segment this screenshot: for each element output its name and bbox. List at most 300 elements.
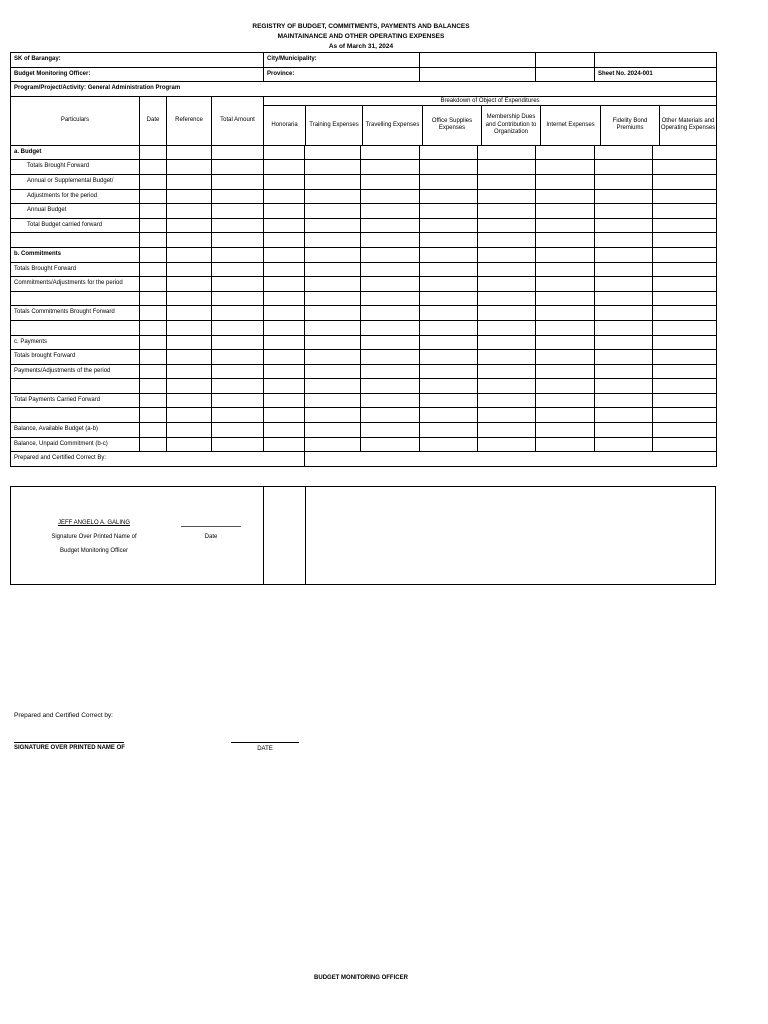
table-cell[interactable] [478,393,536,408]
table-cell[interactable] [420,174,478,189]
table-cell[interactable] [536,291,595,306]
row-label: Annual Budget [11,204,140,219]
table-cell[interactable] [653,204,717,219]
table-cell[interactable] [420,233,478,248]
table-cell[interactable] [167,379,212,394]
table-cell[interactable] [653,306,717,321]
table-cell[interactable] [420,306,478,321]
table-cell[interactable] [264,350,305,365]
table-cell[interactable] [653,364,717,379]
breakdown-header: Breakdown of Object of Expenditures [264,97,716,106]
table-cell[interactable] [478,320,536,335]
table-cell[interactable] [212,306,264,321]
table-cell[interactable] [361,379,420,394]
table-cell[interactable] [420,189,478,204]
table-cell[interactable] [361,247,420,262]
table-cell[interactable] [420,350,478,365]
table-cell[interactable] [264,262,305,277]
table-cell[interactable] [167,145,212,160]
table-cell[interactable] [536,145,595,160]
table-cell[interactable] [536,160,595,175]
table-cell[interactable] [420,247,478,262]
table-cell[interactable] [536,350,595,365]
table-cell[interactable] [653,350,717,365]
table-cell[interactable] [478,160,536,175]
table-cell[interactable] [653,160,717,175]
table-row [11,262,717,277]
table-cell[interactable] [167,350,212,365]
table-cell[interactable] [478,218,536,233]
table-cell[interactable] [264,306,305,321]
signature-box [10,486,716,585]
table-cell[interactable] [536,204,595,219]
table-cell[interactable] [653,393,717,408]
table-cell[interactable] [264,160,305,175]
table-cell[interactable] [305,145,361,160]
table-cell[interactable] [536,320,595,335]
col-header-office-supplies: Office Supplies Expenses [423,106,482,145]
table-row [11,145,717,160]
row-label: Commitments/Adjustments for the period [11,277,140,292]
table-cell[interactable] [595,393,653,408]
table-cell[interactable] [305,350,361,365]
table-cell[interactable] [420,437,478,452]
table-cell[interactable] [167,335,212,350]
report-title: REGISTRY OF BUDGET, COMMITMENTS, PAYMENTS AND BALANCES [252,23,470,30]
table-cell[interactable] [536,277,595,292]
table-cell[interactable] [305,291,361,306]
date-line-2 [231,742,299,743]
table-cell[interactable] [167,320,212,335]
table-cell[interactable] [595,277,653,292]
table-cell[interactable] [420,218,478,233]
table-cell[interactable] [361,218,420,233]
table-cell[interactable] [212,204,264,219]
table-cell[interactable] [478,277,536,292]
info-blank-3 [536,67,595,82]
table-cell[interactable] [212,320,264,335]
table-cell[interactable] [478,262,536,277]
table-cell[interactable] [595,145,653,160]
table-cell[interactable] [212,174,264,189]
table-cell[interactable] [478,174,536,189]
table-cell[interactable] [595,306,653,321]
table-cell[interactable] [305,379,361,394]
table-cell[interactable] [305,262,361,277]
row-label: b. Commitments [11,247,140,262]
row-label: Totals brought Forward [11,350,140,365]
table-row [11,437,717,452]
col-header-training: Training Expenses [306,106,363,145]
table-cell[interactable] [140,189,167,204]
table-cell[interactable] [595,233,653,248]
table-cell[interactable] [653,247,717,262]
table-cell[interactable] [653,437,717,452]
table-cell[interactable] [653,423,717,438]
table-cell[interactable] [140,204,167,219]
table-cell[interactable] [140,291,167,306]
table-cell[interactable] [140,262,167,277]
sheet-number: Sheet No. 2024-001 [595,67,717,82]
table-cell[interactable] [212,335,264,350]
row-label: Total Budget carried forward [11,218,140,233]
table-cell[interactable] [478,408,536,423]
table-cell[interactable] [167,160,212,175]
city-value[interactable] [420,53,536,68]
table-cell[interactable] [305,174,361,189]
table-cell[interactable] [305,204,361,219]
sk-barangay-label: SK of Barangay: [11,53,264,68]
table-cell[interactable] [264,291,305,306]
table-cell[interactable] [536,408,595,423]
table-cell[interactable] [305,364,361,379]
table-cell[interactable] [478,145,536,160]
table-cell[interactable] [478,423,536,438]
table-cell[interactable] [420,277,478,292]
table-cell[interactable] [478,335,536,350]
table-cell[interactable] [361,364,420,379]
table-cell[interactable] [653,291,717,306]
registry-table [10,52,717,467]
col-header-fidelity: Fidelity Bond Premiums [601,106,660,145]
table-cell[interactable] [305,160,361,175]
table-cell[interactable] [478,291,536,306]
col-header-total-amount: Total Amount [212,96,264,145]
table-cell[interactable] [536,262,595,277]
table-cell[interactable] [420,145,478,160]
row-label: Balance, Available Budget (a-b) [11,423,140,438]
signature-date-label: Date [204,534,218,540]
table-row [11,174,717,189]
report-titles [0,22,722,52]
table-cell[interactable] [478,204,536,219]
table-cell[interactable] [140,408,167,423]
col-header-membership: Membership Dues and Contribution to Organization [482,106,541,145]
table-cell[interactable] [305,277,361,292]
table-cell[interactable] [361,335,420,350]
table-row [11,364,717,379]
table-cell[interactable] [361,320,420,335]
table-row [11,393,717,408]
table-cell[interactable] [595,262,653,277]
table-cell[interactable] [212,218,264,233]
bmo-label: Budget Monitoring Officer: [11,67,264,82]
table-cell[interactable] [305,437,361,452]
footer-date-label: DATE [257,746,273,752]
table-cell[interactable] [305,189,361,204]
table-cell[interactable] [595,364,653,379]
table-cell[interactable] [305,320,361,335]
table-cell[interactable] [420,204,478,219]
table-cell[interactable] [305,408,361,423]
table-cell[interactable] [212,350,264,365]
table-cell[interactable] [140,174,167,189]
table-cell[interactable] [536,218,595,233]
table-cell[interactable] [653,233,717,248]
table-cell[interactable] [478,247,536,262]
table-cell[interactable] [361,393,420,408]
table-cell[interactable] [536,233,595,248]
table-cell[interactable] [653,145,717,160]
table-cell[interactable] [167,393,212,408]
table-cell[interactable] [595,408,653,423]
table-cell[interactable] [595,160,653,175]
table-cell[interactable] [361,262,420,277]
row-label: Totals Brought Forward [11,160,140,175]
table-cell[interactable] [140,364,167,379]
table-cell[interactable] [305,233,361,248]
table-cell[interactable] [420,291,478,306]
table-cell[interactable] [595,291,653,306]
table-cell[interactable] [478,233,536,248]
table-cell[interactable] [595,335,653,350]
table-cell[interactable] [420,320,478,335]
table-row [11,350,717,365]
table-cell[interactable] [167,277,212,292]
table-cell[interactable] [361,160,420,175]
table-cell[interactable] [264,277,305,292]
table-cell[interactable] [653,174,717,189]
table-cell[interactable] [595,189,653,204]
table-cell[interactable] [140,247,167,262]
bmo-name: JEFF ANGELO A. GALING [57,520,131,526]
col-header-internet: Internet Expenses [541,106,601,145]
table-cell[interactable] [536,379,595,394]
table-cell[interactable] [361,174,420,189]
table-cell[interactable] [305,306,361,321]
table-cell[interactable] [212,364,264,379]
table-cell[interactable] [264,335,305,350]
table-cell[interactable] [653,335,717,350]
table-cell[interactable] [264,379,305,394]
table-cell[interactable] [536,423,595,438]
table-cell[interactable] [420,423,478,438]
row-label: c. Payments [11,335,140,350]
table-cell[interactable] [420,379,478,394]
table-cell[interactable] [536,306,595,321]
table-cell[interactable] [653,320,717,335]
table-cell[interactable] [140,335,167,350]
table-cell[interactable] [212,423,264,438]
table-cell[interactable] [595,350,653,365]
table-cell[interactable] [212,160,264,175]
table-cell[interactable] [478,437,536,452]
table-cell[interactable] [140,277,167,292]
table-cell[interactable] [361,277,420,292]
table-cell[interactable] [595,379,653,394]
prepared-by-blank [305,452,717,467]
table-cell[interactable] [478,350,536,365]
table-cell[interactable] [167,306,212,321]
table-cell[interactable] [167,423,212,438]
table-cell[interactable] [264,408,305,423]
table-cell[interactable] [595,218,653,233]
signature-printed-name-label: SIGNATURE OVER PRINTED NAME OF [14,745,125,751]
table-cell[interactable] [167,247,212,262]
col-header-other-materials: Other Materials and Operating Expenses [660,117,716,132]
table-cell[interactable] [140,423,167,438]
signature-line [14,742,124,743]
table-row [11,408,717,423]
table-cell[interactable] [264,204,305,219]
table-cell[interactable] [264,145,305,160]
report-subtitle: MAINTAINANCE AND OTHER OPERATING EXPENSES [277,33,445,40]
table-cell[interactable] [140,233,167,248]
table-cell[interactable] [595,247,653,262]
table-cell[interactable] [305,218,361,233]
row-label: Annual or Supplemental Budget/ [11,174,140,189]
table-cell[interactable] [140,320,167,335]
col-header-honoraria: Honoraria [264,106,306,145]
table-cell[interactable] [420,335,478,350]
table-row [11,423,717,438]
table-cell[interactable] [140,393,167,408]
table-cell[interactable] [212,262,264,277]
table-cell[interactable] [167,204,212,219]
row-label [11,408,140,423]
table-cell[interactable] [305,423,361,438]
table-row [11,320,717,335]
table-row [11,379,717,394]
table-cell[interactable] [361,423,420,438]
table-cell[interactable] [212,408,264,423]
table-cell[interactable] [361,233,420,248]
table-cell[interactable] [536,393,595,408]
table-cell[interactable] [420,364,478,379]
table-cell[interactable] [212,189,264,204]
table-cell[interactable] [653,262,717,277]
table-cell[interactable] [305,247,361,262]
table-cell[interactable] [140,218,167,233]
table-cell[interactable] [264,393,305,408]
table-cell[interactable] [478,379,536,394]
table-cell[interactable] [595,320,653,335]
table-cell[interactable] [305,393,361,408]
table-cell[interactable] [536,364,595,379]
table-cell[interactable] [167,174,212,189]
table-cell[interactable] [361,437,420,452]
date-line [181,526,241,527]
table-cell[interactable] [653,277,717,292]
table-row [11,277,717,292]
table-cell[interactable] [167,218,212,233]
table-cell[interactable] [420,393,478,408]
table-cell[interactable] [595,437,653,452]
table-cell[interactable] [212,437,264,452]
table-cell[interactable] [140,350,167,365]
table-cell[interactable] [167,437,212,452]
table-cell[interactable] [212,233,264,248]
table-cell[interactable] [140,306,167,321]
table-row [11,247,717,262]
table-cell[interactable] [361,408,420,423]
row-label [11,291,140,306]
table-row [11,160,717,175]
breakdown-group [264,96,717,145]
table-row [11,204,717,219]
table-cell[interactable] [212,291,264,306]
table-cell[interactable] [305,335,361,350]
row-label: Totals Brought Forward [11,262,140,277]
table-cell[interactable] [361,306,420,321]
table-cell[interactable] [361,291,420,306]
table-cell[interactable] [212,277,264,292]
table-cell[interactable] [264,423,305,438]
table-cell[interactable] [536,335,595,350]
table-cell[interactable] [264,174,305,189]
table-cell[interactable] [212,145,264,160]
table-cell[interactable] [140,437,167,452]
table-cell[interactable] [653,408,717,423]
table-cell[interactable] [167,291,212,306]
col-header-reference: Reference [167,96,212,145]
table-cell[interactable] [595,423,653,438]
table-cell[interactable] [653,218,717,233]
table-cell[interactable] [361,189,420,204]
table-cell[interactable] [420,160,478,175]
table-cell[interactable] [264,218,305,233]
table-cell[interactable] [264,247,305,262]
table-row [11,218,717,233]
table-cell[interactable] [595,204,653,219]
table-cell[interactable] [653,379,717,394]
table-row [11,233,717,248]
table-cell[interactable] [361,350,420,365]
table-row [11,189,717,204]
table-cell[interactable] [478,189,536,204]
table-cell[interactable] [264,437,305,452]
table-row [11,335,717,350]
city-label: City/Municipality: [264,53,420,68]
table-cell[interactable] [167,189,212,204]
table-row [11,291,717,306]
table-cell[interactable] [212,393,264,408]
table-row [11,306,717,321]
row-label: a. Budget [11,145,140,160]
table-cell[interactable] [212,247,264,262]
table-cell[interactable] [167,408,212,423]
table-cell[interactable] [167,233,212,248]
table-cell[interactable] [264,320,305,335]
table-cell[interactable] [264,364,305,379]
row-label [11,320,140,335]
table-cell[interactable] [140,145,167,160]
table-cell[interactable] [595,174,653,189]
table-cell[interactable] [478,306,536,321]
table-cell[interactable] [140,160,167,175]
table-cell[interactable] [140,379,167,394]
table-cell[interactable] [264,233,305,248]
row-label: Totals Commitments Brought Forward [11,306,140,321]
table-cell[interactable] [653,189,717,204]
province-value[interactable] [420,67,536,82]
province-label: Province: [264,67,420,82]
table-cell[interactable] [478,364,536,379]
table-cell[interactable] [536,174,595,189]
table-cell[interactable] [361,145,420,160]
table-cell[interactable] [536,247,595,262]
table-cell[interactable] [167,364,212,379]
program-label: Program/Project/Activity: General Administration Program [11,82,717,97]
table-cell[interactable] [420,262,478,277]
table-cell[interactable] [167,262,212,277]
table-cell[interactable] [212,379,264,394]
table-cell[interactable] [361,204,420,219]
table-cell[interactable] [420,408,478,423]
table-cell[interactable] [536,437,595,452]
table-cell[interactable] [536,189,595,204]
table-cell[interactable] [264,189,305,204]
